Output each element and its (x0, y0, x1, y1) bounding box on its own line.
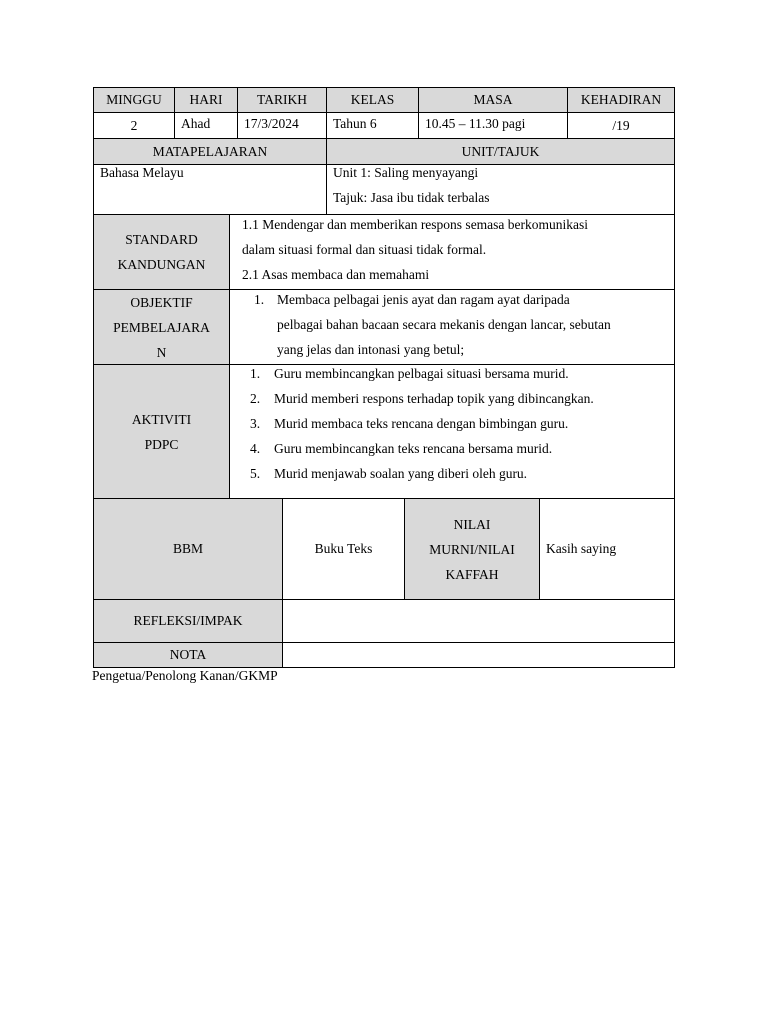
list-item: 4. Guru membincangkan teks rencana bersama murid. (250, 441, 553, 456)
tarikh-value: 17/3/2024 (237, 112, 327, 139)
aktiviti-content (229, 364, 675, 499)
footer-signatory: Pengetua/Penolong Kanan/GKMP (92, 668, 278, 683)
matapelajaran-value: Bahasa Melayu (93, 164, 327, 215)
unit-tajuk-value (326, 164, 675, 215)
hari-header: HARI (174, 87, 238, 113)
minggu-header: MINGGU (93, 87, 175, 113)
aktiviti-label: AKTIVITI PDPC (93, 364, 230, 499)
list-item: 2. Murid memberi respons terhadap topik yang dibincangkan. (250, 391, 594, 406)
nota-label: NOTA (93, 642, 283, 668)
refleksi-value (282, 599, 675, 643)
bbm-value: Buku Teks (282, 498, 405, 600)
nota-value (282, 642, 675, 668)
minggu-value: 2 (93, 112, 175, 139)
kehadiran-header: KEHADIRAN (567, 87, 675, 113)
kelas-value: Tahun 6 (326, 112, 419, 139)
objektif-label: OBJEKTIF PEMBELAJARA N (93, 289, 230, 365)
kehadiran-value: /19 (567, 112, 675, 139)
refleksi-label: REFLEKSI/IMPAK (93, 599, 283, 643)
objektif-number: 1. (254, 292, 265, 307)
unit-tajuk-header: UNIT/TAJUK (326, 138, 675, 165)
nilai-murni-value: Kasih saying (539, 498, 675, 600)
standard-kandungan-label: STANDARD KANDUNGAN (93, 214, 230, 290)
nilai-murni-label: NILAI MURNI/NILAI KAFFAH (404, 498, 540, 600)
unit-text: Unit 1: Saling menyayangi (333, 165, 479, 180)
bbm-label: BBM (93, 498, 283, 600)
hari-value: Ahad (174, 112, 238, 139)
list-item: 1. Guru membincangkan pelbagai situasi bersama murid. (250, 366, 569, 381)
list-item: 5. Murid menjawab soalan yang diberi oleh guru. (250, 466, 528, 481)
masa-header: MASA (418, 87, 568, 113)
objektif-content: 1. Membaca pelbagai jenis ayat dan ragam ayat daripada pelbagai bahan bacaan secara mekanis dengan lancar, sebutan yang jelas dan intonasi yang betul; (229, 289, 675, 365)
tarikh-header: TARIKH (237, 87, 327, 113)
list-item: 3. Murid membaca teks rencana dengan bimbingan guru. (250, 416, 569, 431)
kelas-header: KELAS (326, 87, 419, 113)
standard-kandungan-content: 1.1 Mendengar dan memberikan respons semasa berkomunikasi dalam situasi formal dan situasi tidak formal. 2.1 Asas membaca dan memahami (229, 214, 675, 290)
tajuk-text: Tajuk: Jasa ibu tidak terbalas (333, 190, 490, 205)
masa-value: 10.45 – 11.30 pagi (418, 112, 568, 139)
matapelajaran-header: MATAPELAJARAN (93, 138, 327, 165)
